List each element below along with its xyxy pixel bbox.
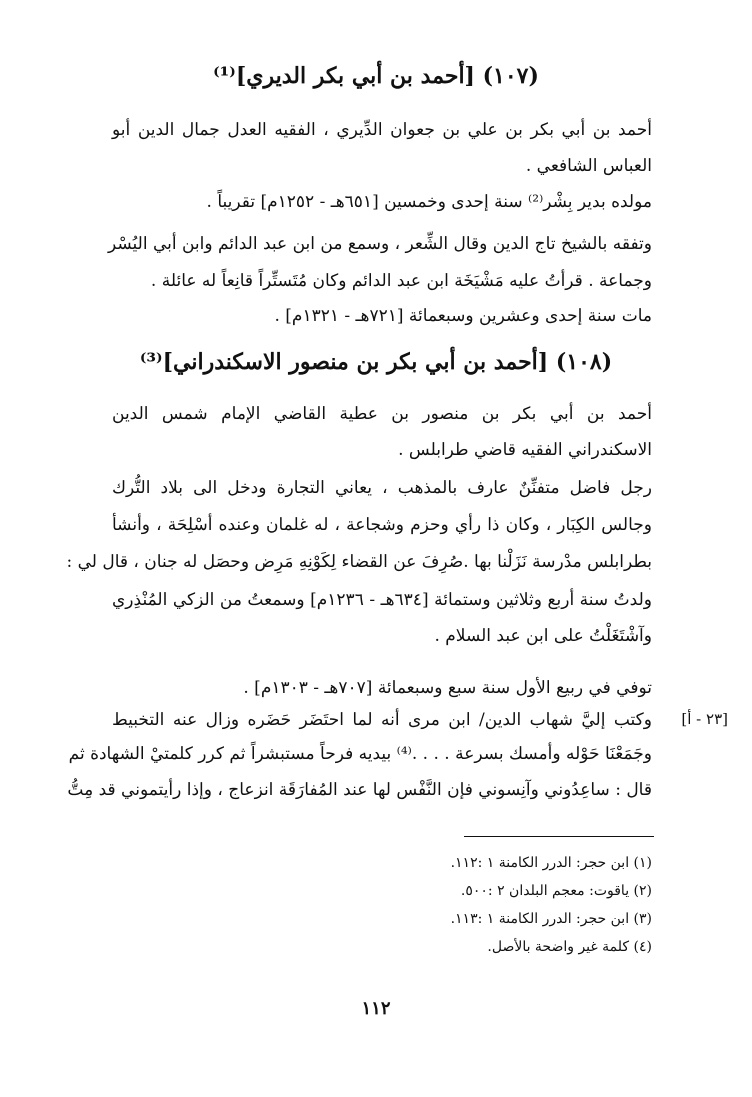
entry-108-line-6: ولدتُ سنة أربع وثلاثين وستمائة [٦٣٤هـ - ١٢٣٦م] وسمعتُ من الزكي المُنْذِري <box>112 590 652 610</box>
entry-107-line-4: وتفقه بالشيخ تاج الدين وقال الشِّعر ، وسمع من ابن عبد الدائم وابن أبي اليُسْر <box>107 234 652 254</box>
entry-108-heading: (١٠٨) [أحمد بن أبي بكر بن منصور الاسكندراني]⁽³⁾ <box>139 349 613 375</box>
entry-107-line-3: مولده بدير بِشْر⁽²⁾ سنة إحدى وخمسين [٦٥١هـ - ١٢٥٢م] تقريباً . <box>206 192 652 212</box>
entry-107-heading: (١٠٧) [أحمد بن أبي بكر الديري]⁽¹⁾ <box>213 63 539 89</box>
manuscript-folio-note: [٢٣ - أ] <box>681 710 728 728</box>
entry-107-line-1: أحمد بن أبي بكر بن علي بن جعوان الدِّيري ، الفقيه العدل جمال الدين أبو <box>112 120 652 140</box>
entry-107-line-6: مات سنة إحدى وعشرين وسبعمائة [٧٢١هـ - ١٣٢١م] . <box>274 306 652 326</box>
entry-108-line-3: رجل فاضل متفنِّنٌ عارف بالمذهب ، يعاني التجارة ودخل الى بلاد التُّرك <box>112 478 652 498</box>
entry-107-line-5: وجماعة . قرأتُ عليه مَشْيَخَة ابن عبد الدائم وكان مُتَستِّراً قانِعاً له عائلة . <box>150 271 652 291</box>
footnote-2: (٢) ياقوت: معجم البلدان ٢ :٥٠٠. <box>460 883 652 899</box>
entry-108-line-9: وكتب إليَّ شهاب الدين/ ابن مرى أنه لما احتَضَر حَضَره وزال عنه التخبيط <box>112 710 652 730</box>
footnote-separator <box>464 836 654 837</box>
entry-108-line-10: وجَمَعْنَا حَوْله وأمسك بسرعة . . . .⁽⁴⁾ بيديه فرحاً مستبشراً ثم كرر كلمتيْ الشهادة ثم <box>68 744 652 764</box>
entry-108-line-1: أحمد بن أبي بكر بن منصور بن عطية القاضي الإمام شمس الدين <box>112 404 652 424</box>
entry-108-line-5: بطرابلس مدْرسة نَزَلْنا بها .صُرِفَ عن القضاء لِكَوْنِهِ مَرِض وحصَل له جنان ، قال لي : <box>66 552 652 572</box>
entry-108-line-8: توفي في ربيع الأول سنة سبع وسبعمائة [٧٠٧هـ - ١٣٠٣م] . <box>243 678 652 698</box>
entry-108-line-11: قال : ساعِدُوني وآنِسوني فإن النَّفْس لها عند المُفارَقَة انزعاج ، وإذا رأيتموني قد مِتُّ <box>67 780 652 800</box>
entry-108-line-4: وجالس الكِبَار ، وكان ذا رأي وحزم وشجاعة ، له غلمان وعنده أسْلِحَة ، وأنشأ <box>112 515 652 535</box>
footnote-4: (٤) كلمة غير واضحة بالأصل. <box>487 939 652 955</box>
entry-108-line-2: الاسكندراني الفقيه قاضي طرابلس . <box>398 440 652 460</box>
entry-108-line-7: وآشْتَغَلْتُ على ابن عبد السلام . <box>434 626 652 646</box>
entry-107-line-2: العباس الشافعي . <box>525 156 652 176</box>
footnote-1: (١) ابن حجر: الدرر الكامنة ١ :١١٢. <box>450 855 652 871</box>
footnote-3: (٣) ابن حجر: الدرر الكامنة ١ :١١٣. <box>450 911 652 927</box>
page-number: ١١٢ <box>361 998 391 1019</box>
